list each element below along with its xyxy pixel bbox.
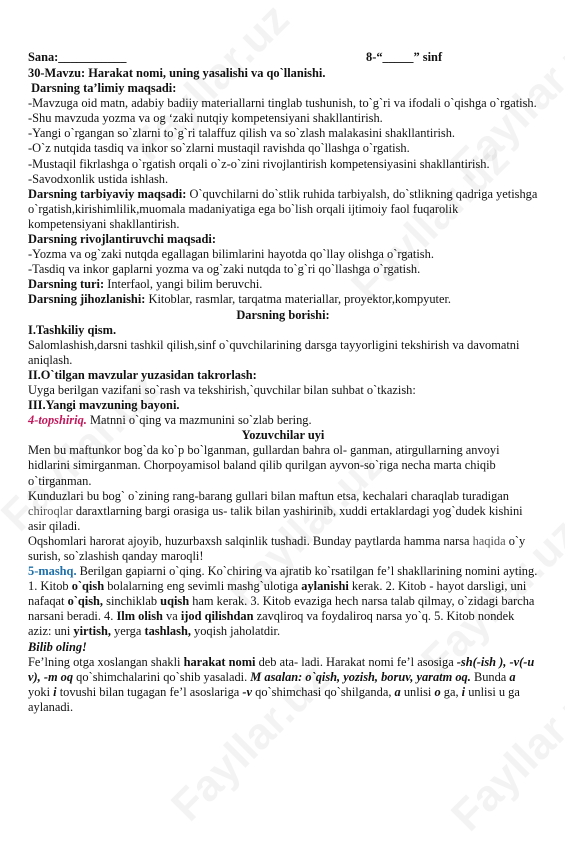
header-row (28, 50, 538, 66)
reading-paragraph: Men bu maftunkor bog`da ko`p bo`lganman, gullardan bahra ol- ganman, atirgullarning anvoyi hidlarini simirganman. Chorpoyamisol baland qilib qurilgan ayvon-so`riga necha marta chiqib o`tirganman. (28, 443, 500, 488)
section-text: Uyga berilgan vazifani so`rash va tekshirish,`quvchilar bilan suhbat o`tkazish: (28, 382, 416, 397)
section-heading: III.Yangi mavzuning bayoni. (28, 398, 180, 413)
exercise-5: 5-mashq. Berilgan gapiarni o`qing. Ko`chiring va ajratib ko`rsatilgan fe’l shakllarining nomini ayting. (28, 564, 538, 579)
topic-title: 30-Mavzu: Harakat nomi, uning yasalishi va qo`llanishi. (28, 66, 326, 80)
reading-paragraph: Oqshomlari harorat ajoyib, huzurbaxsh salqinlik tushadi. Bunday paytlarda hamma narsa haqida o`y surish, so`zlashish qanday maroqli! (28, 533, 526, 563)
section-text: Salomlashish,darsni tashkil qilish,sinf o`quvchilarining darsga tayyorligini tekshirish va davomatni aniqlash. (28, 337, 520, 367)
reading-title: Yozuvchilar uyi (241, 428, 325, 443)
section-heading: II.O`tilgan mavzular yuzasidan takrorlash: (28, 367, 257, 382)
reading-paragraph: Kunduzlari bu bog` o`zining rang-barang gullari bilan maftun etsa, kechalari charaqlab turadigan chiroqlar daraxtlarning bargi orasiga us- talik bilan yashirinib, xuddi ertaklardagi yog`dudek kishini asir qiladi. (28, 488, 523, 533)
educational-goal-item: -Savodxonlik ustida ishlash. (28, 171, 169, 186)
lesson-flow-heading: Darsning borishi: (236, 307, 330, 322)
document-body (28, 50, 538, 715)
educational-goal-item: -Mavzuga oid matn, adabiy badiiy materiallarni tinglab tushunish, to`g`ri va ifodali o`qishga o`rgatish. (28, 96, 537, 111)
date-field: Sana:___________ (28, 50, 127, 64)
section-heading: I.Tashkiliy qism. (28, 322, 117, 337)
educational-goal-item: -Mustaqil fikrlashga o`rgatish orqali o`z-o`zini rivojlantirish kompetensiyasini shakllantirish. (28, 156, 490, 171)
educational-goal-item: -O`z nutqida tasdiq va inkor so`zlarni mustaqil ravishda qo`llashga o`rgatish. (28, 141, 410, 156)
rule-heading: Bilib oling! (28, 639, 87, 654)
developmental-goal-item: -Yozma va og`zaki nutqda egallagan bilimlarini hayotda qo`llay olishga o`rgatish. (28, 247, 434, 262)
developmental-goal-heading: Darsning rivojlantiruvchi maqsadi: (28, 232, 216, 247)
upbringing-goal: Darsning tarbiyaviy maqsadi: O`quvchilarni do`stlik ruhida tarbiyalsh, do`stlikning qadriga yetishga o`rgatish,kirishimlilik,muomala madaniyatiga ega bo`lish orqali ijtimoiy faol fuqarolik kompetensiyani shakllantirish. (28, 186, 538, 231)
developmental-goal-item: -Tasdiq va inkor gaplarni yozma va og`zaki nutqda to`g`ri qo`llashga o`rgatish. (28, 262, 421, 277)
lesson-equipment: Darsning jihozlanishi: Kitoblar, rasmlar, tarqatma materiallar, proyektor,kompyuter. (28, 292, 452, 307)
educational-goal-item: -Shu mavzuda yozma va og ‘zaki nutqiy kompetensiyani shakllantirish. (28, 111, 383, 126)
task-4: 4-topshiriq. Matnni o`qing va mazmunini so`zlab bering. (28, 413, 312, 428)
class-field: 8-“_____” sinf (366, 50, 443, 64)
lesson-type: Darsning turi: Interfaol, yangi bilim beruvchi. (28, 277, 263, 292)
educational-goal-heading: Darsning ta’limiy maqsadi: (31, 81, 177, 96)
exercise-sentences: 1. Kitob o`qish bolalarning eng sevimli mashg`ulotiga aylanishi kerak. 2. Kitob - hayot darsligi, uni nafaqat o`qish, sinchiklab uqish ham kerak. 3. Kitob evaziga hech narsa talab qilmay, o`zidagi barcha narsani beradi. 4. Ilm olish va ijod qilishdan zavqliroq va foydaliroq narsa yo`q. 5. Kitob nondek aziz: uni yirtish, yerga tashlash, yoqish jaholatdir. (28, 579, 535, 639)
educational-goal-item: -Yangi o`rgangan so`zlarni to`g`ri talaffuz qilish va so`zlash malakasini shakllantirish. (28, 126, 456, 141)
rule-text: Fe’lning otga xoslangan shakli harakat nomi deb ata- ladi. Harakat nomi fe’l asosiga -sh(-ish ), -v(-u v), -m oq qo`shimchalarini qo`shib yasaladi. M asalan: o`qish, yozish, boruv, yaratm oq. Bunda a yoki i tovushi bilan tugagan fe’l asoslariga -v qo`shimchasi qo`shilganda, a unlisi o ga, i unlisi u ga aylanadi. (28, 654, 535, 714)
